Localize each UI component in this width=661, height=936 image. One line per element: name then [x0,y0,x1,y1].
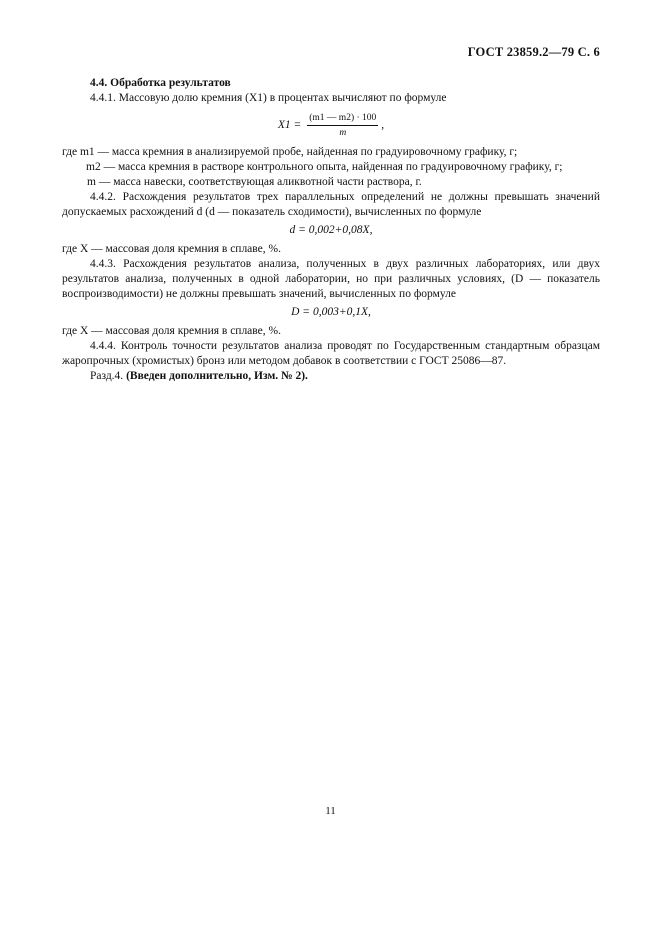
definition-m2: m2 — масса кремния в растворе контрольного опыта, найденная по градуировочному графику, г; [86,161,563,173]
formula-x1 [62,112,600,139]
amendment-prefix: Разд.4. [90,370,127,382]
paragraph-4-4-3: 4.4.3. Расхождения результатов анализа, полученных в двух различных лабораториях, или двух результатов анализа, полученных в одной лаборатории, но при различных условиях, (D — показатель воспроизводимости) не должны превышать значений, вычисленных по формуле [62,258,600,300]
formula-d: d = 0,002+0,08X, [289,224,373,236]
amendment-note [62,369,600,384]
where-d: где X — массовая доля кремния в сплаве, %. [62,243,281,255]
formula-x1-denominator: m [339,128,347,138]
definition-m1: где m1 — масса кремния в анализируемой пробе, найденная по градуировочному графику, г; [62,146,518,158]
paragraph-4-4-2: 4.4.2. Расхождения результатов трех параллельных определений не должны превышать значений допускаемых расхождений d (d — показатель сходимости), вычисленных по формуле [62,191,600,218]
document-body [62,76,600,384]
document-header: ГОСТ 23859.2—79 С. 6 [467,45,600,59]
formula-x1-fraction [307,112,378,139]
paragraph-4-4-4: 4.4.4. Контроль точности результатов анализа проводят по Государственным стандартным образцам жаропрочных (хромистых) бронз или методом добавок в соответствии с ГОСТ 25086—87. [62,340,600,367]
definitions-list [62,145,600,190]
formula-x1-numerator: (m1 — m2) · 100 [307,112,378,126]
paragraph-4-4-1: 4.4.1. Массовую долю кремния (X1) в процентах вычисляют по формуле [90,92,447,104]
amendment-text: (Введен дополнительно, Изм. № 2). [126,370,308,382]
formula-x1-lhs: X1 = [277,119,302,131]
where-D: где X — массовая доля кремния в сплаве, %. [62,325,281,337]
definition-m: m — масса навески, соответствующая аликвотной части раствора, г. [87,176,422,188]
formula-D: D = 0,003+0,1X, [291,306,371,318]
section-heading: 4.4. Обработка результатов [90,77,231,89]
formula-x1-tail: , [381,119,385,131]
page-number: 11 [325,805,336,817]
